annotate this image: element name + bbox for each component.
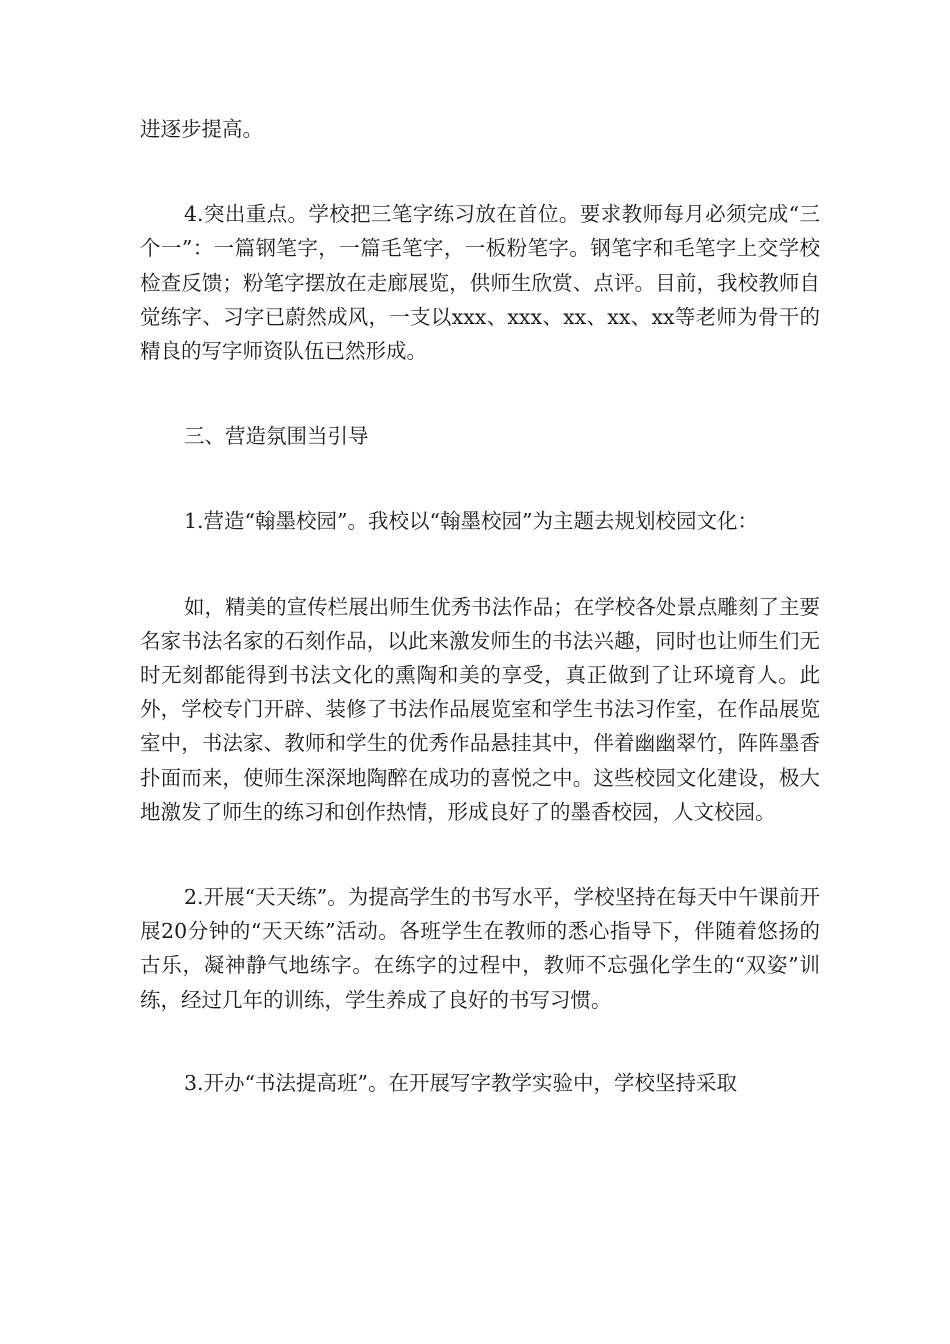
paragraph-key-focus: 4.突出重点。学校把三笔字练习放在首位。要求教师每月必须完成“三个一”：一篇钢笔字，一篇毛笔字，一板粉笔字。钢笔字和毛笔字上交学校检查反馈；粉笔字摆放在走廊展览，供师生欣赏、点评。目前，我校教师自觉练字、习字已蔚然成风，一支以xxx、xxx、xx、xx、xx等老师为骨干的精良的写字师资队伍已然形成。	[140, 202, 820, 364]
paragraph-ink-campus: 1.营造“翰墨校园”。我校以“翰墨校园”为主题去规划校园文化：	[184, 509, 758, 534]
paragraph-calligraphy-class: 3.开办“书法提高班”。在开展写字教学实验中，学校坚持采取	[184, 1070, 738, 1095]
document-page	[140, 112, 820, 1100]
paragraph-continuation: 进逐步提高。	[140, 117, 263, 141]
paragraph-example: 如，精美的宣传栏展出师生优秀书法作品；在学校各处景点雕刻了主要名家书法名家的石刻作品，以此来激发师生的书法兴趣，同时也让师生们无时无刻都能得到书法文化的熏陶和美的享受，真正做到了让环境育人。此外，学校专门开辟、装修了书法作品展览室和学生书法习作室，在作品展览室中，书法家、教师和学生的优秀作品悬挂其中，伴着幽幽翠竹，阵阵墨香扑面而来，使师生深深地陶醉在成功的喜悦之中。这些校园文化建设，极大地激发了师生的练习和创作热情，形成良好了的墨香校园，人文校园。	[140, 594, 820, 824]
paragraph-daily-practice: 2.开展“天天练”。为提高学生的书写水平，学校坚持在每天中午课前开展20分钟的“天天练”活动。各班学生在教师的悉心指导下，伴随着悠扬的古乐，凝神静气地练字。在练字的过程中，教师不忘强化学生的“双姿”训练，经过几年的训练，学生养成了良好的书写习惯。	[140, 885, 820, 1012]
paragraph-gap	[140, 368, 820, 419]
section-heading: 三、营造氛围当引导	[184, 424, 369, 449]
paragraph-gap	[140, 146, 820, 197]
paragraph-gap	[140, 453, 820, 504]
paragraph-gap	[140, 539, 820, 590]
paragraph-gap	[140, 1017, 820, 1066]
paragraph-gap	[140, 829, 820, 880]
